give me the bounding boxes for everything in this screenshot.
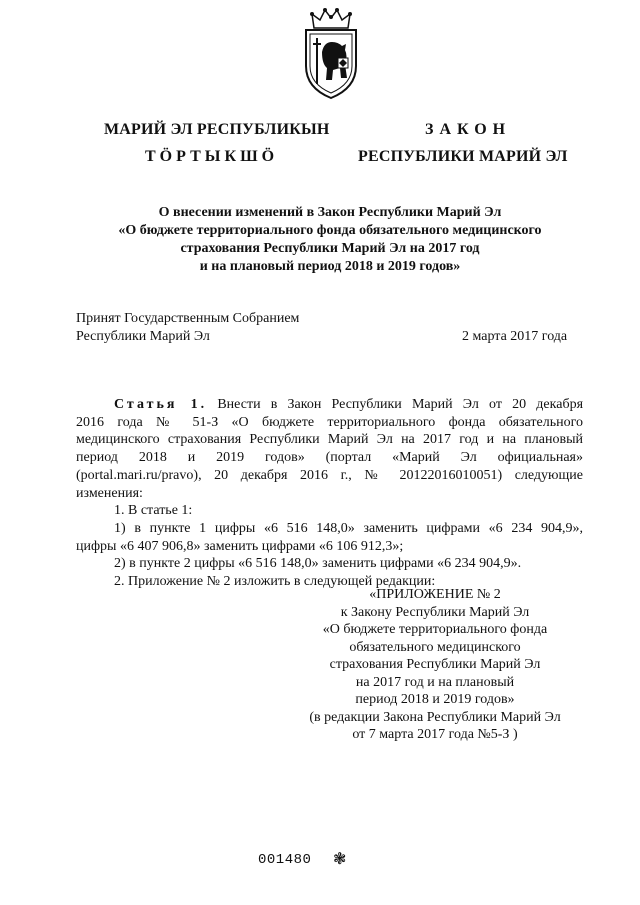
- header-left-line2: ТӦРТЫКШӦ: [145, 148, 279, 165]
- article-label: Статья 1.: [114, 397, 208, 412]
- adoption-date: 2 марта 2017 года: [462, 329, 568, 344]
- appendix-line: на 2017 год и на плановый: [355, 674, 515, 690]
- article-item: 2. Приложение № 2 изложить в следующей редакции:: [114, 574, 436, 590]
- adoption-line: Принят Государственным Собранием: [76, 311, 300, 326]
- coat-of-arms-icon: [300, 8, 362, 100]
- document-number: 001480: [258, 852, 312, 868]
- header-left-line1: МАРИЙ ЭЛ РЕСПУБЛИКЫН: [104, 121, 330, 138]
- flower-mark-icon: ❃: [333, 851, 347, 868]
- title-line: страхования Республики Марий Эл на 2017 год: [180, 241, 480, 256]
- article-line: медицинского страхования Республики Марий Эл на 2017 год и на плановый: [76, 432, 583, 448]
- article-line: изменения:: [76, 485, 143, 501]
- document-title: [60, 204, 600, 276]
- header-right-line1: ЗАКОН: [425, 121, 512, 138]
- appendix-line: «О бюджете территориального фонда: [322, 622, 548, 637]
- article-line: [76, 396, 583, 414]
- appendix-line: обязательного медицинского: [349, 639, 521, 655]
- title-line: «О бюджете территориального фонда обязательного медицинского: [118, 223, 542, 238]
- appendix-line: (в редакции Закона Республики Марий Эл: [309, 709, 561, 725]
- article-text: Внести в Закон Республики Марий Эл от 20 декабря: [217, 397, 584, 412]
- article-item: цифры «6 407 906,8» заменить цифрами «6 106 912,3»;: [76, 538, 404, 554]
- appendix-line: к Закону Республики Марий Эл: [340, 604, 530, 620]
- article-item: 2) в пункте 2 цифры «6 516 148,0» заменить цифрами «6 234 904,9».: [114, 556, 522, 572]
- adoption-line: Республики Марий Эл: [76, 329, 210, 344]
- title-line: О внесении изменений в Закон Республики Марий Эл: [158, 205, 502, 220]
- appendix-line: «ПРИЛОЖЕНИЕ № 2: [369, 587, 501, 602]
- appendix-line: период 2018 и 2019 годов»: [355, 692, 515, 707]
- title-line: и на плановый период 2018 и 2019 годов»: [199, 259, 461, 274]
- appendix-heading: [290, 586, 580, 744]
- article-line: период 2018 и 2019 годов» (портал «Марий Эл официальная»: [76, 450, 583, 466]
- article-item: 1) в пункте 1 цифры «6 516 148,0» заменить цифрами «6 234 904,9»,: [114, 520, 583, 536]
- header-right-line2: РЕСПУБЛИКИ МАРИЙ ЭЛ: [358, 148, 568, 165]
- appendix-line: от 7 марта 2017 года №5-З ): [352, 727, 518, 742]
- appendix-line: страхования Республики Марий Эл: [329, 657, 541, 672]
- article-1: [76, 396, 583, 591]
- adoption-note: [76, 310, 299, 346]
- article-line: 2016 года № 51-З «О бюджете территориального фонда обязательного: [76, 414, 583, 430]
- article-line: (portal.mari.ru/pravo), 20 декабря 2016 г., № 20122016010051) следующие: [76, 467, 583, 483]
- article-item: 1. В статье 1:: [114, 503, 193, 519]
